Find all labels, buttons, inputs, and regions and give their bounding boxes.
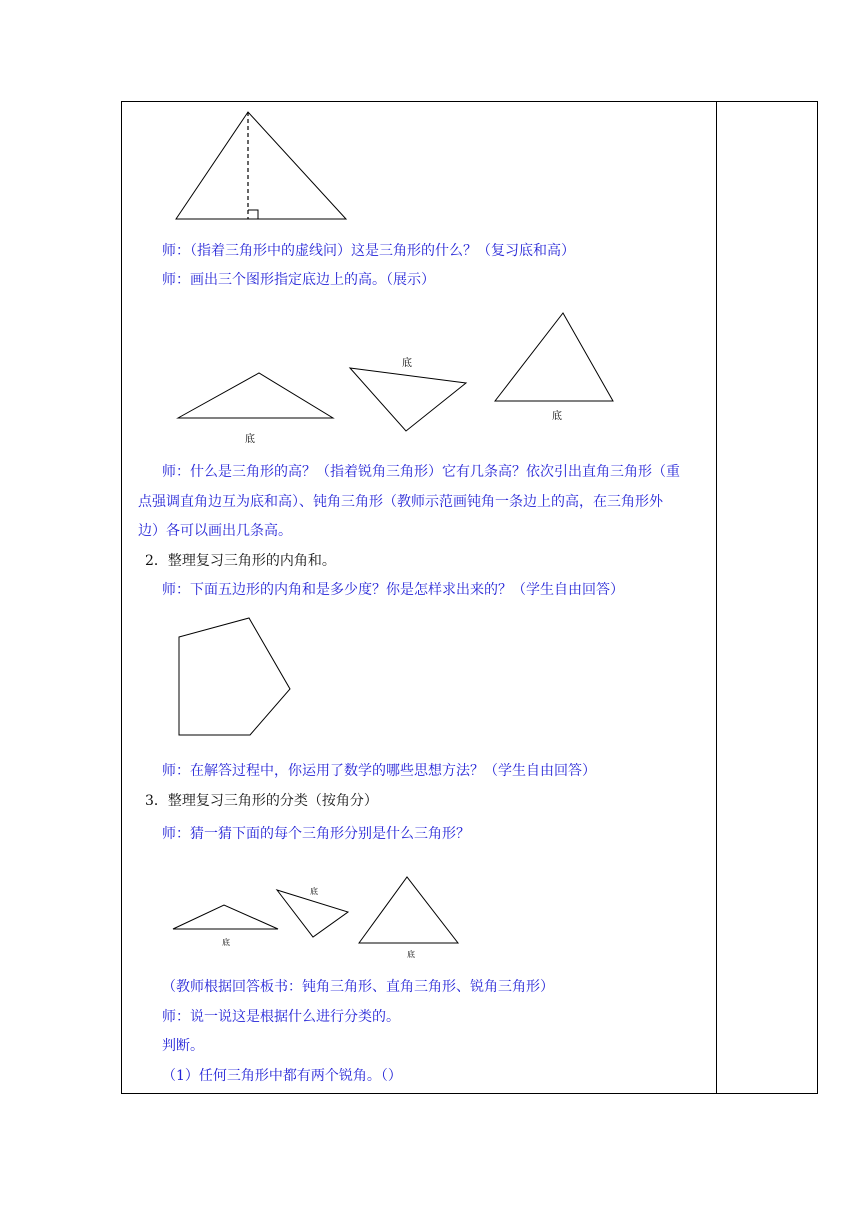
base-label: 底	[310, 887, 318, 896]
text-line: 师：猜一猜下面的每个三角形分别是什么三角形？	[162, 826, 470, 842]
base-label: 底	[402, 358, 412, 369]
text-line: 点强调直角边互为底和高）、钝角三角形（教师示范画钝角一条边上的高，在三角形外	[138, 494, 663, 510]
base-label: 底	[222, 938, 230, 947]
acute-triangle	[495, 313, 613, 401]
text-line: 师：画出三个图形指定底边上的高。（展示）	[162, 272, 435, 288]
right-triangle	[350, 368, 466, 431]
three-triangles-figure-large	[178, 313, 613, 445]
base-label: 底	[407, 950, 415, 959]
text-line: 师：什么是三角形的高？（指着锐角三角形）它有几条高？依次引出直角三角形（重	[162, 464, 680, 480]
section-heading: 3．整理复习三角形的分类（按角分）	[145, 793, 378, 809]
three-triangles-figure-small	[173, 877, 458, 959]
text-line: （1）任何三角形中都有两个锐角。（）	[162, 1068, 402, 1084]
base-label: 底	[552, 411, 562, 422]
text-line: 边）各可以画出几条高。	[138, 523, 292, 539]
triangle-with-height-figure	[176, 112, 346, 219]
obtuse-triangle	[173, 905, 278, 929]
text-line: 师：说一说这是根据什么进行分类的。	[162, 1009, 400, 1025]
text-line: 师：在解答过程中，你运用了数学的哪些思想方法？（学生自由回答）	[162, 763, 596, 779]
acute-triangle	[359, 877, 458, 943]
text-line: 判断。	[162, 1038, 204, 1054]
section-heading: 2．整理复习三角形的内角和。	[145, 553, 336, 569]
base-label: 底	[245, 434, 255, 445]
pentagon-figure	[179, 618, 290, 735]
right-triangle	[277, 890, 348, 937]
obtuse-triangle	[178, 373, 333, 418]
text-line: 师：（指着三角形中的虚线问）这是三角形的什么？（复习底和高）	[162, 243, 575, 259]
text-line: 师：下面五边形的内角和是多少度？你是怎样求出来的？（学生自由回答）	[162, 582, 624, 598]
text-line: （教师根据回答板书：钝角三角形、直角三角形、锐角三角形）	[162, 979, 554, 995]
